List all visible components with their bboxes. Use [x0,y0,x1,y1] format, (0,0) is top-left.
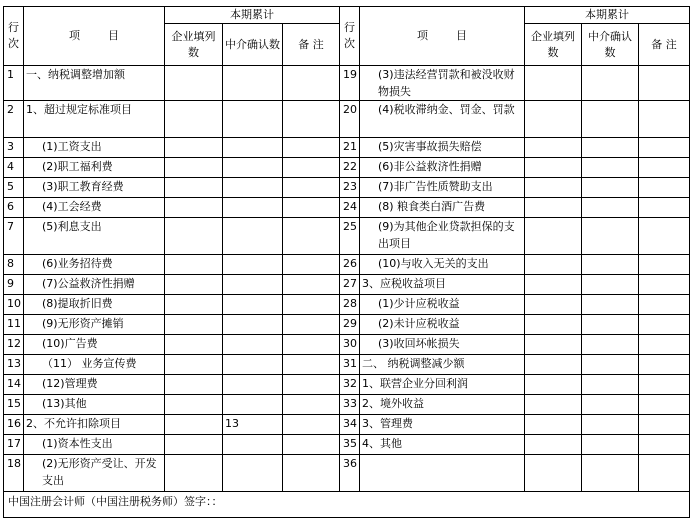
row-number: 13 [4,355,24,375]
enterprise-fill-cell[interactable] [165,178,223,198]
remark-cell[interactable] [639,435,690,455]
row-item: (2)未计应税收益 [360,315,525,335]
row-number: 10 [4,295,24,315]
table-row [4,455,690,492]
row-number: 16 [4,415,24,435]
table-row [4,295,690,315]
row-number: 12 [4,335,24,355]
agency-confirm-cell[interactable] [223,198,283,218]
agency-confirm-cell[interactable] [223,178,283,198]
agency-confirm-cell[interactable] [582,158,639,178]
remark-cell[interactable] [283,375,340,395]
remark-cell[interactable] [283,395,340,415]
row-number: 4 [4,158,24,178]
signature-line: 中国注册会计师（中国注册税务师）签字：： [4,492,690,518]
row-item: (5)利息支出 [24,218,165,255]
remark-cell[interactable] [639,101,690,138]
enterprise-fill-cell[interactable] [165,455,223,492]
row-number: 1 [4,66,24,101]
row-item: (6)非公益救济性捐赠 [360,158,525,178]
row-item: (1)工资支出 [24,138,165,158]
enterprise-fill-cell[interactable] [525,315,582,335]
enterprise-fill-cell[interactable] [165,295,223,315]
agency-confirm-cell[interactable] [223,275,283,295]
agency-confirm-cell[interactable] [223,375,283,395]
agency-confirm-cell[interactable] [582,435,639,455]
agency-confirm-cell[interactable] [223,315,283,335]
enterprise-fill-cell[interactable] [165,315,223,335]
row-item: (8)提取折旧费 [24,295,165,315]
remark-cell[interactable] [639,255,690,275]
row-item: (3)职工教育经费 [24,178,165,198]
agency-confirm-cell[interactable]: 13 [223,415,283,435]
table-row [4,218,690,255]
remark-cell[interactable] [639,138,690,158]
enterprise-fill-cell[interactable] [165,435,223,455]
remark-cell[interactable] [639,315,690,335]
row-item: (4)工会经费 [24,198,165,218]
header-item-left: 项 目 [24,7,165,66]
row-item: (8) 粮食类白酒广告费 [360,198,525,218]
row-item: (6)业务招待费 [24,255,165,275]
enterprise-fill-cell[interactable] [165,275,223,295]
row-number: 31 [340,355,360,375]
agency-confirm-cell[interactable] [223,158,283,178]
agency-confirm-cell[interactable] [223,335,283,355]
table-row [4,415,690,435]
agency-confirm-cell[interactable] [582,178,639,198]
enterprise-fill-cell[interactable] [165,218,223,255]
remark-cell[interactable] [283,158,340,178]
row-number: 18 [4,455,24,492]
row-item: (7)公益救济性捐赠 [24,275,165,295]
row-item: (9)无形资产摊销 [24,315,165,335]
row-number: 23 [340,178,360,198]
table-row [4,178,690,198]
row-number: 9 [4,275,24,295]
table-row [4,198,690,218]
enterprise-fill-cell[interactable] [525,101,582,138]
agency-confirm-cell[interactable] [223,138,283,158]
remark-cell[interactable] [283,275,340,295]
row-number: 27 [340,275,360,295]
enterprise-fill-cell[interactable] [525,255,582,275]
enterprise-fill-cell[interactable] [525,66,582,101]
enterprise-fill-cell[interactable] [165,415,223,435]
agency-confirm-cell[interactable] [582,66,639,101]
row-item: (10)广告费 [24,335,165,355]
row-item: (4)税收滞纳金、罚金、罚款 [360,101,525,138]
remark-cell[interactable] [283,315,340,335]
row-number: 21 [340,138,360,158]
enterprise-fill-cell[interactable] [165,255,223,275]
row-item: (2)无形资产受让、开发支出 [24,455,165,492]
row-number: 35 [340,435,360,455]
header-enterprise-fill-right: 企业填列数 [525,24,582,66]
row-number: 17 [4,435,24,455]
remark-cell[interactable] [639,178,690,198]
enterprise-fill-cell[interactable] [525,295,582,315]
remark-cell[interactable] [283,255,340,275]
header-period-total-right: 本期累计 [525,7,690,24]
enterprise-fill-cell[interactable] [165,101,223,138]
row-number: 2 [4,101,24,138]
agency-confirm-cell[interactable] [582,315,639,335]
enterprise-fill-cell[interactable] [525,395,582,415]
remark-cell[interactable] [639,375,690,395]
remark-cell[interactable] [639,455,690,492]
table-row [4,255,690,275]
header-enterprise-fill-left: 企业填列数 [165,24,223,66]
enterprise-fill-cell[interactable] [525,375,582,395]
row-number: 36 [340,455,360,492]
agency-confirm-cell[interactable] [582,198,639,218]
agency-confirm-cell[interactable] [223,255,283,275]
row-item: (7)非广告性质赞助支出 [360,178,525,198]
row-item: (2)职工福利费 [24,158,165,178]
remark-cell[interactable] [283,335,340,355]
remark-cell[interactable] [283,178,340,198]
enterprise-fill-cell[interactable] [165,375,223,395]
header-period-total-left: 本期累计 [165,7,340,24]
remark-cell[interactable] [639,355,690,375]
row-item: (9)为其他企业贷款担保的支出项目 [360,218,525,255]
enterprise-fill-cell[interactable] [525,275,582,295]
enterprise-fill-cell[interactable] [165,198,223,218]
remark-cell[interactable] [639,295,690,315]
enterprise-fill-cell[interactable] [165,66,223,101]
row-item: (10)与收入无关的支出 [360,255,525,275]
row-item: 2、境外收益 [360,395,525,415]
agency-confirm-cell[interactable] [582,415,639,435]
agency-confirm-cell[interactable] [223,101,283,138]
remark-cell[interactable] [283,355,340,375]
table-row [4,315,690,335]
agency-confirm-cell[interactable] [223,355,283,375]
table-row [4,158,690,178]
row-item: 二、 纳税调整减少额 [360,355,525,375]
remark-cell[interactable] [639,66,690,101]
row-item: (3)收回坏帐损失 [360,335,525,355]
row-number: 3 [4,138,24,158]
enterprise-fill-cell[interactable] [525,435,582,455]
header-seq-right: 行 次 [340,7,360,66]
agency-confirm-cell[interactable] [223,455,283,492]
row-item: (1)资本性支出 [24,435,165,455]
remark-cell[interactable] [283,66,340,101]
enterprise-fill-cell[interactable] [525,218,582,255]
agency-confirm-cell[interactable] [223,435,283,455]
row-item: (5)灾害事故损失赔偿 [360,138,525,158]
enterprise-fill-cell[interactable] [165,395,223,415]
row-item: (1)少计应税收益 [360,295,525,315]
agency-confirm-cell[interactable] [582,335,639,355]
table-row [4,435,690,455]
row-number: 32 [340,375,360,395]
remark-cell[interactable] [639,415,690,435]
agency-confirm-cell[interactable] [582,455,639,492]
row-number: 24 [340,198,360,218]
row-item [360,455,525,492]
enterprise-fill-cell[interactable] [165,138,223,158]
row-item: 3、应税收益项目 [360,275,525,295]
enterprise-fill-cell[interactable] [165,355,223,375]
remark-cell[interactable] [283,101,340,138]
remark-cell[interactable] [283,455,340,492]
header-item-right: 项 目 [360,7,525,66]
row-item: 1、联营企业分回利润 [360,375,525,395]
agency-confirm-cell[interactable] [582,395,639,415]
remark-cell[interactable] [283,415,340,435]
enterprise-fill-cell[interactable] [525,198,582,218]
remark-cell[interactable] [283,198,340,218]
enterprise-fill-cell[interactable] [525,178,582,198]
row-number: 30 [340,335,360,355]
row-number: 25 [340,218,360,255]
table-row [4,335,690,355]
row-number: 29 [340,315,360,335]
table-row [4,66,690,101]
row-item: 3、管理费 [360,415,525,435]
enterprise-fill-cell[interactable] [525,138,582,158]
row-number: 11 [4,315,24,335]
enterprise-fill-cell[interactable] [165,335,223,355]
agency-confirm-cell[interactable] [223,66,283,101]
header-remark-left: 备 注 [283,24,340,66]
enterprise-fill-cell[interactable] [525,335,582,355]
row-number: 33 [340,395,360,415]
table-row [4,355,690,375]
agency-confirm-cell[interactable] [223,295,283,315]
header-agency-confirm-right: 中介确认数 [582,24,639,66]
remark-cell[interactable] [639,275,690,295]
row-number: 26 [340,255,360,275]
row-number: 8 [4,255,24,275]
header-remark-right: 备 注 [639,24,690,66]
row-number: 20 [340,101,360,138]
row-item: 一、纳税调整增加额 [24,66,165,101]
table-row [4,101,690,138]
table-row [4,375,690,395]
tax-adjustment-table [3,6,690,518]
agency-confirm-cell[interactable] [582,275,639,295]
row-number: 5 [4,178,24,198]
remark-cell[interactable] [639,218,690,255]
agency-confirm-cell[interactable] [223,395,283,415]
agency-confirm-cell[interactable] [582,375,639,395]
row-item: 4、其他 [360,435,525,455]
agency-confirm-cell[interactable] [582,218,639,255]
row-number: 28 [340,295,360,315]
enterprise-fill-cell[interactable] [525,415,582,435]
enterprise-fill-cell[interactable] [525,158,582,178]
table-row [4,275,690,295]
agency-confirm-cell[interactable] [582,138,639,158]
row-number: 34 [340,415,360,435]
row-item: (3)违法经营罚款和被没收财物损失 [360,66,525,101]
row-number: 6 [4,198,24,218]
row-number: 14 [4,375,24,395]
row-item: (12)管理费 [24,375,165,395]
remark-cell[interactable] [639,158,690,178]
remark-cell[interactable] [283,295,340,315]
remark-cell[interactable] [283,138,340,158]
remark-cell[interactable] [639,395,690,415]
row-number: 15 [4,395,24,415]
agency-confirm-cell[interactable] [582,295,639,315]
row-number: 7 [4,218,24,255]
agency-confirm-cell[interactable] [223,218,283,255]
table-row [4,395,690,415]
remark-cell[interactable] [639,335,690,355]
row-item: (13)其他 [24,395,165,415]
header-agency-confirm-left: 中介确认数 [223,24,283,66]
row-number: 19 [340,66,360,101]
enterprise-fill-cell[interactable] [525,355,582,375]
enterprise-fill-cell[interactable] [165,158,223,178]
row-item: 2、不允许扣除项目 [24,415,165,435]
agency-confirm-cell[interactable] [582,255,639,275]
remark-cell[interactable] [283,218,340,255]
row-number: 22 [340,158,360,178]
agency-confirm-cell[interactable] [582,355,639,375]
remark-cell[interactable] [639,198,690,218]
row-item: （11） 业务宣传费 [24,355,165,375]
row-item: 1、超过规定标准项目 [24,101,165,138]
remark-cell[interactable] [283,435,340,455]
header-seq-left: 行 次 [4,7,24,66]
enterprise-fill-cell[interactable] [525,455,582,492]
table-row [4,138,690,158]
agency-confirm-cell[interactable] [582,101,639,138]
